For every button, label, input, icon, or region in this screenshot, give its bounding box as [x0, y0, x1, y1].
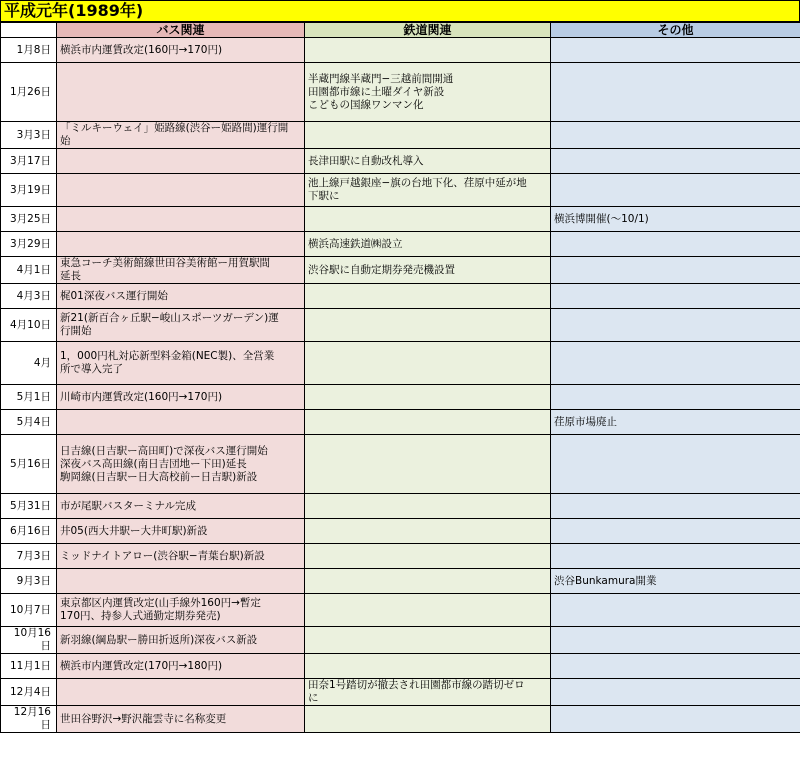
other-cell[interactable]	[551, 149, 800, 174]
date-cell[interactable]: 12月16日	[1, 706, 57, 733]
other-cell[interactable]	[551, 38, 800, 63]
other-cell[interactable]	[551, 627, 800, 654]
bus-cell[interactable]	[57, 410, 305, 435]
date-cell[interactable]: 5月16日	[1, 435, 57, 494]
other-cell[interactable]	[551, 544, 800, 569]
date-cell[interactable]: 1月8日	[1, 38, 57, 63]
date-cell[interactable]: 4月	[1, 342, 57, 385]
table-row	[1, 435, 800, 494]
table-row	[1, 342, 800, 385]
rail-event-text: に	[308, 692, 319, 704]
other-cell[interactable]	[551, 284, 800, 309]
rail-cell[interactable]	[305, 435, 551, 494]
rail-event-text: 池上線戸越銀座−旗の台地下化、荏原中延が地	[308, 177, 527, 189]
table-row	[1, 519, 800, 544]
rail-cell[interactable]	[305, 679, 551, 706]
rail-cell[interactable]	[305, 706, 551, 733]
date-cell[interactable]: 3月19日	[1, 174, 57, 207]
bus-cell[interactable]	[57, 435, 305, 494]
date-cell[interactable]: 3月3日	[1, 122, 57, 149]
date-cell[interactable]: 10月7日	[1, 594, 57, 627]
rail-cell[interactable]	[305, 627, 551, 654]
table-row	[1, 122, 800, 149]
header-row	[1, 23, 800, 38]
rail-cell[interactable]	[305, 342, 551, 385]
date-cell[interactable]: 6月16日	[1, 519, 57, 544]
other-cell[interactable]	[551, 63, 800, 122]
other-event-text: 横浜博開催(〜10/1)	[554, 212, 649, 225]
rail-cell[interactable]	[305, 232, 551, 257]
other-cell[interactable]	[551, 342, 800, 385]
table-row	[1, 494, 800, 519]
other-event-text: 荏原市場廃止	[554, 415, 617, 428]
other-cell[interactable]	[551, 174, 800, 207]
table-row	[1, 232, 800, 257]
rail-cell[interactable]	[305, 174, 551, 207]
bus-event-text: ミッドナイトアロー(渋谷駅−青葉台駅)新設	[60, 549, 265, 562]
rail-cell[interactable]	[305, 594, 551, 627]
bus-cell[interactable]	[57, 63, 305, 122]
date-cell[interactable]: 5月1日	[1, 385, 57, 410]
other-cell[interactable]	[551, 309, 800, 342]
rail-cell[interactable]	[305, 519, 551, 544]
bus-event-text: 深夜バス高田線(南日吉団地ー下田)延長	[60, 457, 247, 470]
bus-cell[interactable]	[57, 309, 305, 342]
rail-cell[interactable]	[305, 149, 551, 174]
rail-event-text: こどもの国線ワンマン化	[308, 98, 424, 111]
rail-cell[interactable]	[305, 544, 551, 569]
other-cell[interactable]	[551, 679, 800, 706]
bus-cell[interactable]	[57, 627, 305, 654]
other-cell[interactable]	[551, 122, 800, 149]
bus-event-text: 市が尾駅バスターミナル完成	[60, 499, 196, 512]
rail-event-text: 田奈1号踏切が撤去され田園都市線の踏切ゼロ	[308, 679, 525, 691]
rail-cell[interactable]	[305, 122, 551, 149]
rail-cell[interactable]	[305, 569, 551, 594]
header-other: その他	[551, 23, 800, 38]
bus-event-text: 井05(西大井駅ー大井町駅)新設	[60, 524, 208, 537]
rail-cell[interactable]	[305, 284, 551, 309]
other-event-text: 渋谷Bunkamura開業	[554, 574, 657, 587]
bus-event-text: 駒岡線(日吉駅ー日大高校前ー日吉駅)新設	[60, 470, 258, 483]
table-row	[1, 309, 800, 342]
bus-cell[interactable]	[57, 519, 305, 544]
other-cell[interactable]	[551, 410, 800, 435]
table-row	[1, 569, 800, 594]
rail-event-text: 渋谷駅に自動定期券発売機設置	[308, 263, 455, 276]
date-cell[interactable]: 3月25日	[1, 207, 57, 232]
rail-cell[interactable]	[305, 207, 551, 232]
other-cell[interactable]	[551, 706, 800, 733]
rail-cell[interactable]	[305, 63, 551, 122]
rail-cell[interactable]	[305, 385, 551, 410]
date-cell[interactable]: 4月1日	[1, 257, 57, 284]
date-cell[interactable]: 10月16日	[1, 627, 57, 654]
bus-event-text: 世田谷野沢→野沢龍雲寺に名称変更	[60, 712, 227, 725]
bus-event-text: 170円、持参人式通勤定期券発売)	[60, 610, 221, 622]
bus-event-text: 新羽線(綱島駅ー勝田折返所)深夜バス新設	[60, 633, 258, 646]
table-row	[1, 38, 800, 63]
other-cell[interactable]	[551, 257, 800, 284]
bus-cell[interactable]	[57, 654, 305, 679]
bus-event-text: 延長	[60, 270, 81, 282]
table-row	[1, 706, 800, 733]
date-cell[interactable]: 12月4日	[1, 679, 57, 706]
table-row	[1, 654, 800, 679]
table-row	[1, 544, 800, 569]
date-cell[interactable]: 3月17日	[1, 149, 57, 174]
bus-cell[interactable]	[57, 342, 305, 385]
table-row	[1, 207, 800, 232]
bus-event-text: 梶01深夜バス運行開始	[60, 289, 168, 302]
table-row	[1, 594, 800, 627]
date-cell[interactable]: 9月3日	[1, 569, 57, 594]
bus-cell[interactable]	[57, 594, 305, 627]
rail-cell[interactable]	[305, 410, 551, 435]
table-row	[1, 679, 800, 706]
date-cell[interactable]: 3月29日	[1, 232, 57, 257]
bus-event-text: 所で導入完了	[60, 363, 123, 375]
bus-cell[interactable]	[57, 122, 305, 149]
bus-event-text: 横浜市内運賃改定(170円→180円)	[60, 659, 223, 672]
bus-event-text: 始	[60, 135, 71, 147]
date-cell[interactable]: 4月3日	[1, 284, 57, 309]
bus-cell[interactable]	[57, 38, 305, 63]
rail-cell[interactable]	[305, 654, 551, 679]
date-cell[interactable]: 11月1日	[1, 654, 57, 679]
header-bus: バス関連	[57, 23, 305, 38]
rail-event-text: 横浜高速鉄道㈱設立	[308, 237, 403, 250]
bus-event-text: 川崎市内運賃改定(160円→170円)	[60, 390, 223, 403]
rail-event-text: 半蔵門線半蔵門−三越前間開通	[308, 72, 454, 85]
date-cell[interactable]: 1月26日	[1, 63, 57, 122]
bus-event-text: 「ミルキーウェイ」姫路線(渋谷ー姫路間)運行開	[60, 122, 289, 134]
rail-cell[interactable]	[305, 309, 551, 342]
other-cell[interactable]	[551, 519, 800, 544]
table-row	[1, 149, 800, 174]
other-cell[interactable]	[551, 494, 800, 519]
rail-cell[interactable]	[305, 494, 551, 519]
date-cell[interactable]: 7月3日	[1, 544, 57, 569]
bus-cell[interactable]	[57, 207, 305, 232]
bus-cell[interactable]	[57, 257, 305, 284]
bus-event-text: 行開始	[60, 325, 92, 337]
table-row	[1, 410, 800, 435]
table-row	[1, 284, 800, 309]
other-cell[interactable]	[551, 569, 800, 594]
header-date	[1, 23, 57, 38]
rail-cell[interactable]	[305, 38, 551, 63]
table-row	[1, 257, 800, 284]
header-rail: 鉄道関連	[305, 23, 551, 38]
bus-event-text: 1，000円札対応新型料金箱(NEC製)、全営業	[60, 350, 275, 362]
table-row	[1, 63, 800, 122]
bus-cell[interactable]	[57, 494, 305, 519]
date-cell[interactable]: 5月31日	[1, 494, 57, 519]
timeline-table	[0, 22, 800, 733]
rail-cell[interactable]	[305, 257, 551, 284]
bus-cell[interactable]	[57, 284, 305, 309]
other-cell[interactable]	[551, 654, 800, 679]
sheet-title: 平成元年(1989年)	[0, 0, 800, 22]
bus-event-text: 東京都区内運賃改定(山手線外160円→暫定	[60, 597, 261, 609]
other-cell[interactable]	[551, 594, 800, 627]
rail-event-text: 田園都市線に土曜ダイヤ新設	[308, 85, 445, 98]
bus-cell[interactable]	[57, 174, 305, 207]
bus-cell[interactable]	[57, 149, 305, 174]
date-cell[interactable]: 5月4日	[1, 410, 57, 435]
table-row	[1, 627, 800, 654]
table-row	[1, 174, 800, 207]
date-cell[interactable]: 4月10日	[1, 309, 57, 342]
other-cell[interactable]	[551, 232, 800, 257]
bus-cell[interactable]	[57, 569, 305, 594]
other-cell[interactable]	[551, 385, 800, 410]
bus-cell[interactable]	[57, 706, 305, 733]
table-row	[1, 385, 800, 410]
rail-event-text: 長津田駅に自動改札導入	[308, 154, 424, 167]
other-cell[interactable]	[551, 207, 800, 232]
rail-event-text: 下駅に	[308, 190, 340, 202]
bus-cell[interactable]	[57, 544, 305, 569]
other-cell[interactable]	[551, 435, 800, 494]
bus-event-text: 横浜市内運賃改定(160円→170円)	[60, 43, 223, 56]
bus-event-text: 日吉線(日吉駅ー高田町)で深夜バス運行開始	[60, 444, 268, 457]
bus-cell[interactable]	[57, 385, 305, 410]
bus-event-text: 東急コーチ美術館線世田谷美術館ー用賀駅間	[60, 257, 270, 269]
bus-event-text: 新21(新百合ヶ丘駅−峻山スポーツガーデン)運	[60, 312, 279, 324]
bus-cell[interactable]	[57, 679, 305, 706]
bus-cell[interactable]	[57, 232, 305, 257]
